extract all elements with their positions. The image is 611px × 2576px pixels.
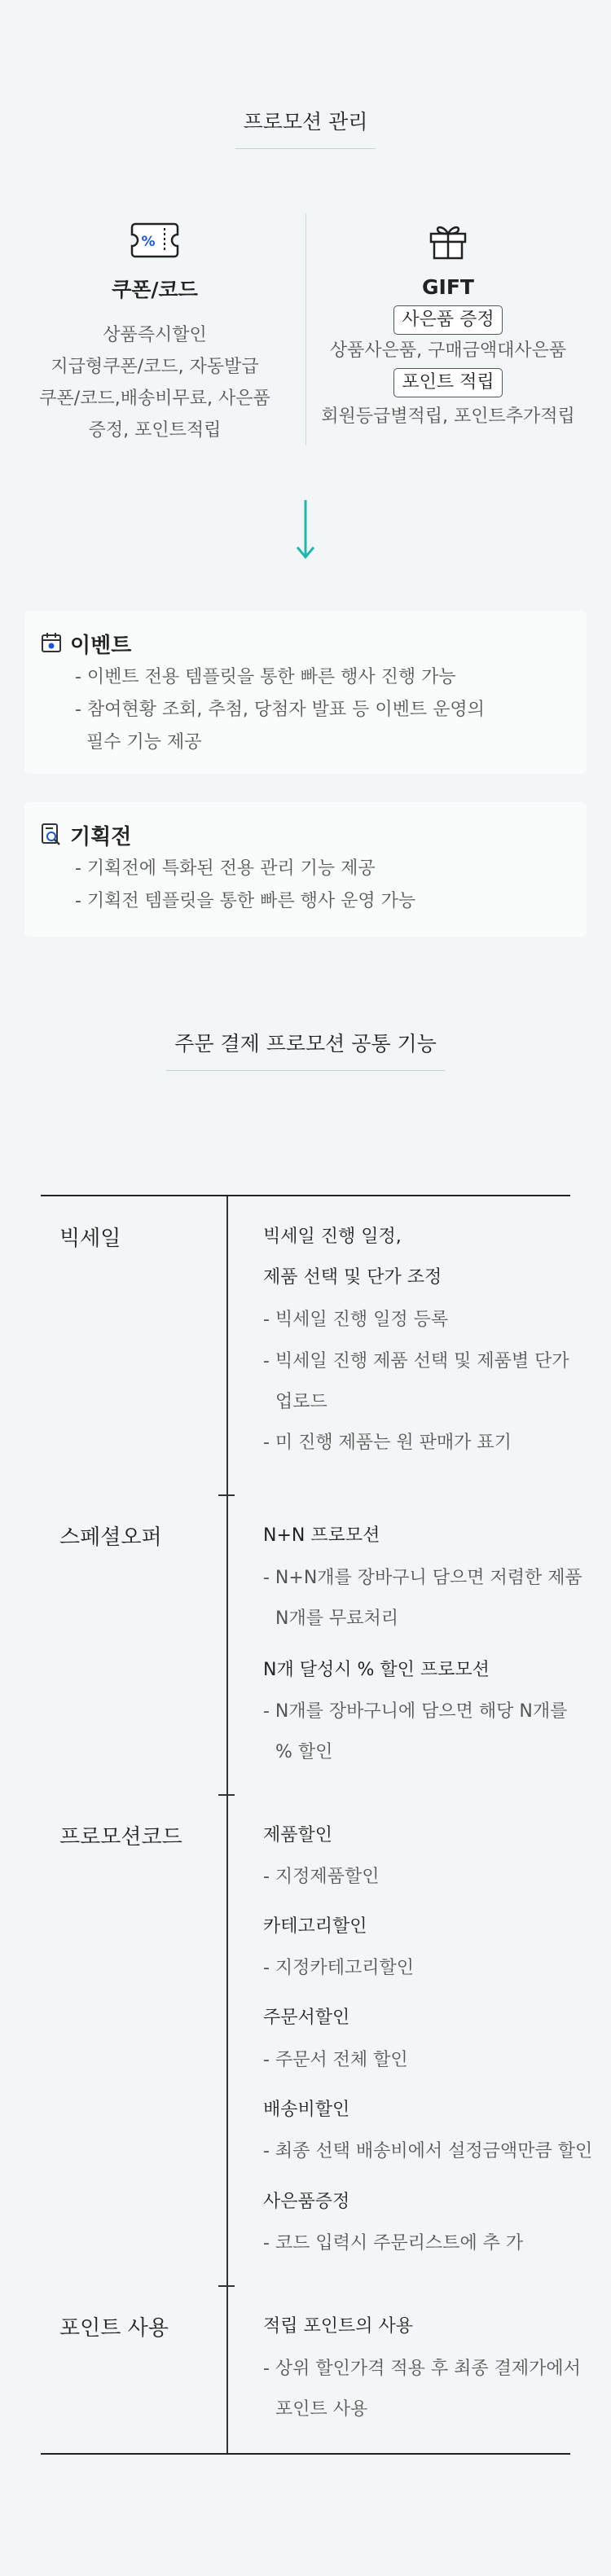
table-bottom-border [41, 2453, 570, 2455]
row-text: % 할인 [275, 1742, 333, 1762]
exhibit-title: 기획전 [70, 825, 132, 849]
calendar-icon [41, 632, 62, 656]
row-text: - 빅세일 진행 일정 등록 [263, 1310, 449, 1330]
row-text: 배송비할인 [263, 2100, 350, 2120]
row-text: 적립 포인트의 사용 [263, 2316, 414, 2337]
row-text: 사은품증정 [263, 2192, 350, 2212]
gift-column [314, 222, 582, 432]
row-text: - N개를 장바구니에 담으면 해당 N개를 [263, 1701, 568, 1722]
gift-badge: 포인트 적립 [393, 368, 502, 397]
gift-title: GIFT [422, 275, 474, 299]
row-text: 빅세일 진행 일정, [263, 1227, 402, 1247]
coupon-percent-icon [129, 222, 181, 262]
row-text: 주문서할인 [263, 2008, 350, 2028]
event-item: 필수 기능 제공 [86, 732, 202, 753]
row-text: - 주문서 전체 할인 [263, 2050, 408, 2070]
table-top-border [41, 1195, 570, 1196]
row-text: N+N 프로모션 [263, 1525, 380, 1546]
row-heading: 스페셜오퍼 [59, 1525, 162, 1550]
row-separator [218, 1794, 235, 1796]
coupon-line: 상품즉시할인 [103, 325, 207, 345]
table-column-divider [226, 1196, 228, 2453]
row-text: - N+N개를 장바구니 담으면 저렴한 제품 [263, 1568, 582, 1588]
document-search-icon [41, 823, 62, 849]
event-item: - 참여현황 조회, 추첨, 당첨자 발표 등 이벤트 운영의 [75, 700, 485, 720]
row-heading: 빅세일 [59, 1227, 121, 1251]
row-text: N개를 무료처리 [275, 1608, 398, 1629]
exhibit-card [24, 802, 587, 937]
coupon-column [24, 222, 285, 446]
row-text: - 코드 입력시 주문리스트에 추 가 [263, 2233, 524, 2253]
row-text: - 최종 선택 배송비에서 설정금액만큼 할인 [263, 2141, 593, 2161]
event-card [24, 611, 587, 774]
row-heading: 프로모션코드 [59, 1825, 182, 1850]
row-text: - 미 진행 제품는 원 판매가 표기 [263, 1433, 512, 1453]
row-text: - 지정카테고리할인 [263, 1958, 414, 1978]
event-title: 이벤트 [70, 634, 132, 658]
row-text: 업로드 [275, 1392, 327, 1412]
coupon-line: 지급형쿠폰/코드, 자동발급 [51, 357, 259, 377]
row-text: - 지정제품할인 [263, 1867, 380, 1887]
arrow-down-icon [293, 498, 318, 564]
gift-badge: 사은품 증정 [393, 305, 502, 335]
coupon-line: 쿠폰/코드,배송비무료, 사은품 [39, 388, 270, 409]
row-separator [218, 1494, 235, 1496]
gift-icon [427, 222, 469, 264]
promo-section-title: 프로모션 관리 [0, 106, 611, 149]
row-text: - 상위 할인가격 적용 후 최종 결제가에서 [263, 2359, 581, 2379]
row-text: 카테고리할인 [263, 1916, 367, 1937]
coupon-title: 쿠폰/코드 [112, 278, 198, 301]
gift-line: 상품사은품, 구매금액대사은품 [329, 340, 567, 361]
row-text: - 빅세일 진행 제품 선택 및 제품별 단가 [263, 1351, 569, 1371]
gift-line: 회원등급별적립, 포인트추가적립 [321, 406, 575, 427]
svg-text:%: % [141, 234, 156, 250]
row-heading: 포인트 사용 [59, 2316, 169, 2341]
row-text: 제품 선택 및 단가 조정 [263, 1267, 442, 1288]
common-section-title: 주문 결제 프로모션 공통 기능 [0, 1028, 611, 1071]
event-item: - 이벤트 전용 템플릿을 통한 빠른 행사 진행 가능 [75, 667, 456, 687]
row-text: N개 달성시 % 할인 프로모션 [263, 1660, 490, 1680]
row-separator [218, 2285, 235, 2287]
exhibit-item: - 기획전 템플릿을 통한 빠른 행사 운영 가능 [75, 891, 416, 911]
coupon-line: 증정, 포인트적립 [88, 420, 222, 441]
exhibit-item: - 기획전에 특화된 전용 관리 기능 제공 [75, 858, 376, 879]
row-text: 포인트 사용 [275, 2399, 368, 2420]
row-text: 제품할인 [263, 1825, 333, 1845]
